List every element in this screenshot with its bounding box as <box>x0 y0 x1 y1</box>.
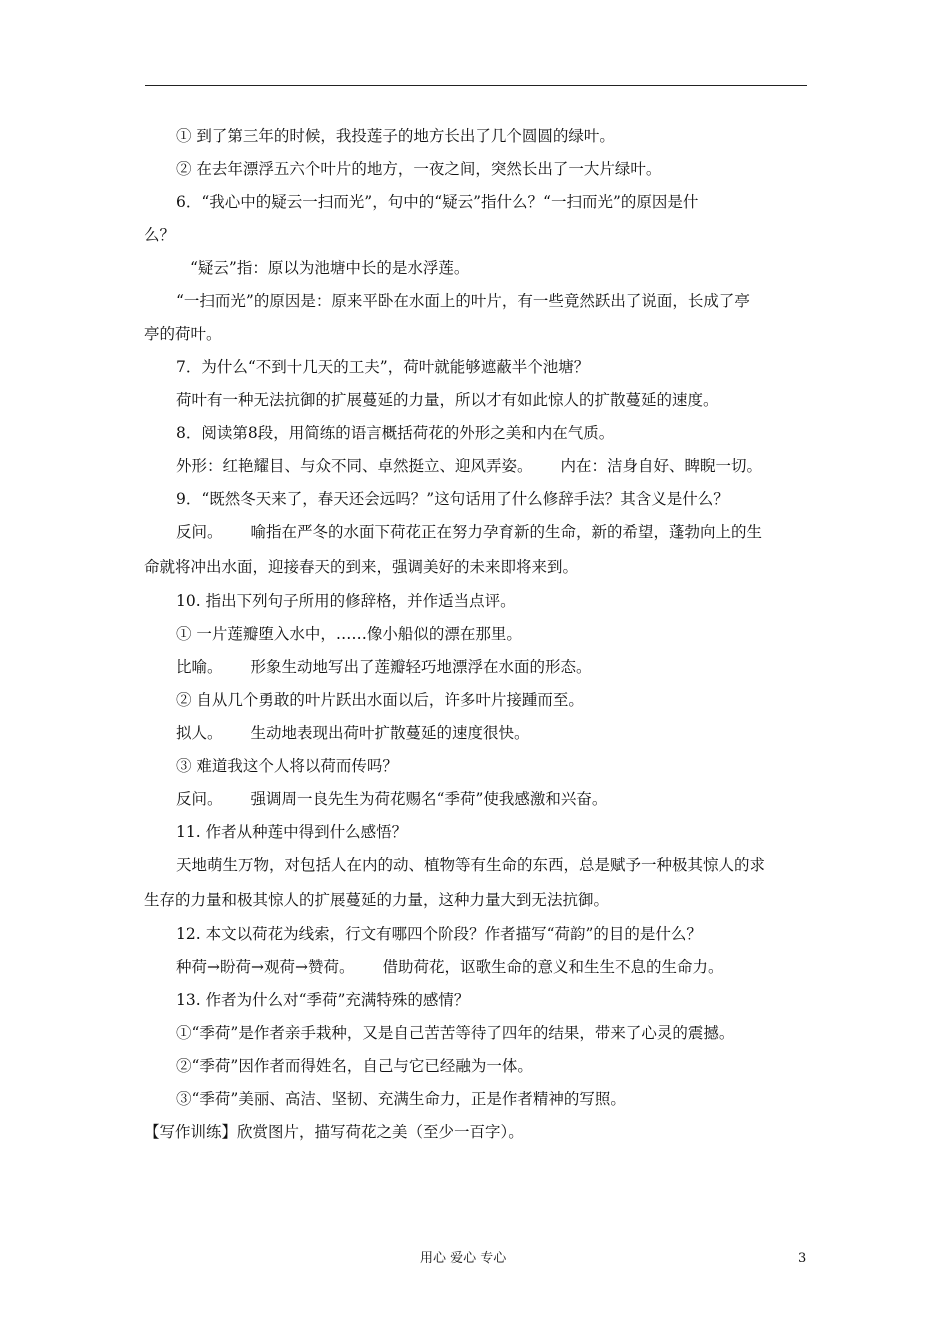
text-line-main: 么？ <box>144 226 176 244</box>
document-body <box>144 120 808 1149</box>
text-line <box>144 651 808 684</box>
text-line-main: 11. 作者从种莲中得到什么感悟？ <box>176 823 408 841</box>
text-line <box>144 483 808 516</box>
text-line <box>144 549 808 585</box>
text-line <box>144 252 808 285</box>
text-line-main: ① 一片莲瓣堕入水中，……像小船似的漂在那里。 <box>176 625 522 643</box>
text-line <box>144 417 808 450</box>
text-line-answer: 借助荷花，讴歌生命的意义和生生不息的生命力。 <box>382 958 724 976</box>
text-line <box>144 783 808 816</box>
text-line <box>144 1017 808 1050</box>
text-line <box>144 351 808 384</box>
text-line <box>144 717 808 750</box>
text-line <box>144 318 808 351</box>
text-line-main: 亭的荷叶。 <box>144 325 222 343</box>
text-line <box>144 384 808 417</box>
text-line-main: ② 在去年漂浮五六个叶片的地方，一夜之间，突然长出了一大片绿叶。 <box>176 160 662 178</box>
text-line-main: 6．“我心中的疑云一扫而光”，句中的“疑云”指什么？“一扫而光”的原因是什 <box>176 193 699 211</box>
text-line <box>144 882 808 918</box>
text-line <box>144 750 808 783</box>
text-line-answer: 生动地表现出荷叶扩散蔓延的速度很快。 <box>250 724 530 742</box>
text-line <box>144 450 808 483</box>
text-line-main: 比喻。 <box>176 658 223 676</box>
text-line-answer: 形象生动地写出了莲瓣轻巧地漂浮在水面的形态。 <box>250 658 592 676</box>
text-line-main: ① 到了第三年的时候，我投莲子的地方长出了几个圆圆的绿叶。 <box>176 127 615 145</box>
text-line-main: 12. 本文以荷花为线索，行文有哪四个阶段？作者描写“荷韵”的目的是什么？ <box>176 925 702 943</box>
text-line-main: ② 自从几个勇敢的叶片跃出水面以后，许多叶片接踵而至。 <box>176 691 584 709</box>
text-line-main: 外形：红艳耀目、与众不同、卓然挺立、迎风弄姿。 <box>176 457 533 475</box>
text-line-main: ②“季荷”因作者而得姓名，自己与它已经融为一体。 <box>176 1057 533 1075</box>
text-line-main: 7．为什么“不到十几天的工夫”，荷叶就能够遮蔽半个池塘？ <box>176 358 590 376</box>
text-line <box>144 849 808 882</box>
text-line-answer: 强调周一良先生为荷花赐名“季荷”使我感激和兴奋。 <box>250 790 608 808</box>
text-line <box>144 1116 808 1149</box>
text-line <box>144 984 808 1017</box>
text-line-main: 反问。 <box>176 523 223 541</box>
text-line-main: 天地萌生万物，对包括人在内的动、植物等有生命的东西，总是赋予一种极其惊人的求 <box>176 856 766 874</box>
text-line-answer: 内在：洁身自好、睥睨一切。 <box>560 457 763 475</box>
text-line <box>144 918 808 951</box>
text-line-main: 反问。 <box>176 790 223 808</box>
text-line-main: ③“季荷”美丽、高洁、坚韧、充满生命力，正是作者精神的写照。 <box>176 1090 626 1108</box>
text-line <box>144 816 808 849</box>
text-line <box>144 951 808 984</box>
text-line <box>144 153 808 186</box>
text-line <box>144 186 808 219</box>
text-line-main: “一扫而光”的原因是：原来平卧在水面上的叶片，有一些竟然跃出了说面，长成了亭 <box>176 292 750 310</box>
text-line-main: 9．“既然冬天来了，春天还会远吗？”这句话用了什么修辞手法？其含义是什么？ <box>176 490 729 508</box>
page-footer <box>0 1249 950 1269</box>
text-line-main: 种荷→盼荷→观荷→赞荷。 <box>176 958 355 976</box>
text-line-main: 荷叶有一种无法抗御的扩展蔓延的力量，所以才有如此惊人的扩散蔓延的速度。 <box>176 391 719 409</box>
text-line-main: 13. 作者为什么对“季荷”充满特殊的感情？ <box>176 991 470 1009</box>
text-line <box>144 684 808 717</box>
header-rule <box>145 85 807 86</box>
text-line <box>144 516 808 549</box>
text-line-main: ③ 难道我这个人将以荷而传吗？ <box>176 757 398 775</box>
text-line <box>144 120 808 153</box>
text-line <box>144 585 808 618</box>
text-line-main: 10. 指出下列句子所用的修辞格，并作适当点评。 <box>176 592 516 610</box>
text-line <box>144 1050 808 1083</box>
text-line <box>144 285 808 318</box>
text-line <box>144 1083 808 1116</box>
text-line-answer: 喻指在严冬的水面下荷花正在努力孕育新的生命，新的希望，蓬勃向上的生 <box>250 523 763 541</box>
page-number: 3 <box>798 1251 807 1266</box>
text-line-main: ①“季荷”是作者亲手栽种，又是自己苦苦等待了四年的结果，带来了心灵的震撼。 <box>176 1024 735 1042</box>
text-line-main: 命就将冲出水面，迎接春天的到来，强调美好的未来即将来到。 <box>144 558 579 576</box>
text-line-main: 生存的力量和极其惊人的扩展蔓延的力量，这种力量大到无法抗御。 <box>144 891 610 909</box>
text-line <box>144 219 808 252</box>
text-line-main: 【写作训练】欣赏图片，描写荷花之美（至少一百字）。 <box>144 1123 524 1141</box>
text-line <box>144 618 808 651</box>
footer-motto: 用心 爱心 专心 <box>420 1251 507 1266</box>
text-line-main: “疑云”指：原以为池塘中长的是水浮莲。 <box>190 259 470 277</box>
text-line-main: 8．阅读第8段，用简练的语言概括荷花的外形之美和内在气质。 <box>176 424 615 442</box>
text-line-main: 拟人。 <box>176 724 223 742</box>
